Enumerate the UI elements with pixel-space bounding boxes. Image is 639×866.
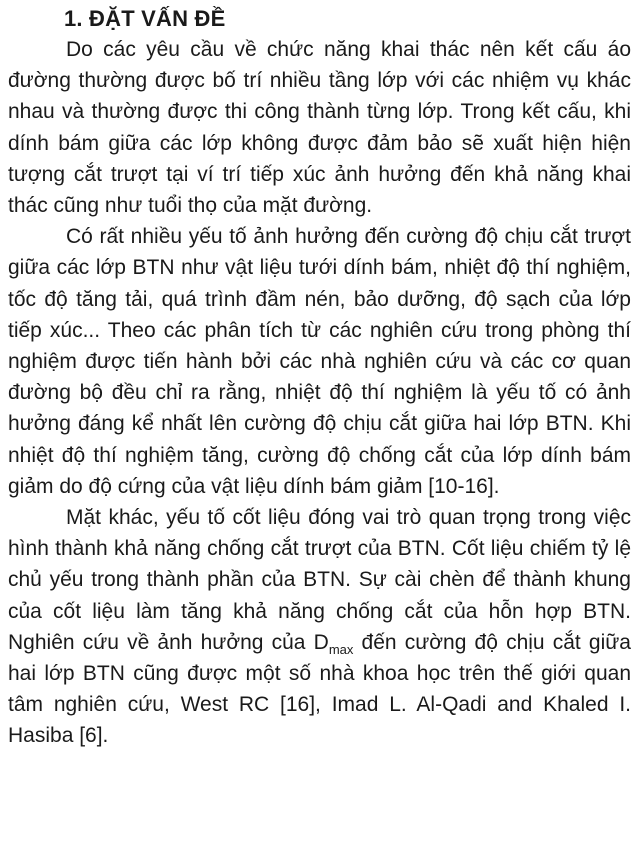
section-heading: 1. ĐẶT VẤN ĐỀ bbox=[64, 6, 226, 31]
paragraph-3-text-after: đến cường độ chịu cắt giữa hai lớp BTN cũng được một số nhà khoa học trên thế giới quan tâm nghiên cứu, West RC [16], Imad L. Al-Qadi and Khaled I. Hasiba [6]. bbox=[8, 630, 631, 748]
paragraph-2: Có rất nhiều yếu tố ảnh hưởng đến cường độ chịu cắt trượt giữa các lớp BTN như vật liệu tưới dính bám, nhiệt độ thí nghiệm, tốc độ tăng tải, quá trình đầm nén, bảo dưỡng, độ sạch của lớp tiếp xúc... Theo các phân tích từ các nghiên cứu trong phòng thí nghiệm được tiến hành bởi các nhà nghiên cứu và các cơ quan đường bộ đều chỉ ra rằng, nhiệt độ thí nghiệm là yếu tố có ảnh hưởng đáng kể nhất lên cường độ chịu cắt giữa hai lớp BTN. Khi nhiệt độ thí nghiệm tăng, cường độ chống cắt của lớp dính bám giảm do độ cứng của vật liệu dính bám giảm [10-16]. bbox=[8, 225, 631, 498]
paragraph-1: Do các yêu cầu về chức năng khai thác nên kết cấu áo đường thường được bố trí nhiều tầng lớp với các nhiệm vụ khác nhau và thường được thi công thành từng lớp. Trong kết cấu, khi dính bám giữa các lớp không được đảm bảo sẽ xuất hiện hiện tượng cắt trượt tại ví trí tiếp xúc ảnh hưởng đến khả năng khai thác cũng như tuổi thọ của mặt đường. bbox=[8, 38, 631, 218]
paragraph-3-text-before: Mặt khác, yếu tố cốt liệu đóng vai trò quan trọng trong việc hình thành khả năng chống cắt trượt của BTN. Cốt liệu chiếm tỷ lệ chủ yếu trong thành phần của BTN. Sự cài chèn để thành khung của cốt liệu làm tăng khả năng chống cắt của hỗn hợp BTN. Nghiên cứu về ảnh hưởng của D bbox=[8, 506, 631, 654]
dmax-subscript: max bbox=[328, 641, 354, 657]
paragraph-3 bbox=[8, 502, 631, 752]
document-page bbox=[8, 4, 631, 752]
